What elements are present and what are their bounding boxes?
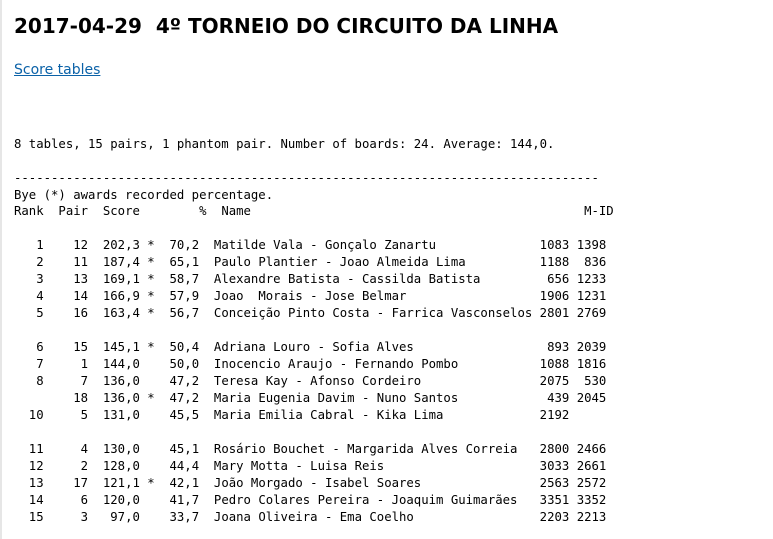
cell-percent: 45,1 (154, 442, 200, 456)
score-tables-link[interactable]: Score tables (14, 62, 101, 78)
cell-name: Rosário Bouchet - Margarida Alves Correia (199, 442, 533, 456)
cell-pair: 14 (43, 289, 89, 303)
cell-name: Alexandre Batista - Cassilda Batista (199, 272, 533, 286)
cell-name: Pedro Colares Pereira - Joaquim Guimarães (199, 493, 533, 507)
table-row (14, 390, 614, 407)
cell-mid2: 2661 (569, 459, 607, 473)
table-row (14, 458, 614, 475)
cell-pair: 6 (43, 493, 89, 507)
cell-percent: 70,2 (154, 238, 200, 252)
table-row (14, 288, 614, 305)
cell-bye: * (139, 289, 155, 303)
cell-rank: 15 (14, 510, 44, 524)
cell-percent: 42,1 (154, 476, 200, 490)
header-pair: Pair (43, 204, 89, 218)
cell-rank: 2 (14, 255, 44, 269)
cell-bye (140, 442, 155, 456)
cell-name: Teresa Kay - Afonso Cordeiro (199, 374, 533, 388)
cell-rank: 6 (14, 340, 44, 354)
cell-rank: 4 (14, 289, 44, 303)
cell-score: 130,0 (88, 442, 140, 456)
cell-mid2: 1816 (569, 357, 607, 371)
cell-pair: 17 (43, 476, 89, 490)
cell-pair: 3 (43, 510, 89, 524)
header-mid: M-ID (539, 204, 614, 218)
cell-rank: 11 (14, 442, 44, 456)
cell-mid1: 2075 (532, 374, 570, 388)
table-row (14, 237, 614, 254)
cell-mid2 (569, 408, 606, 422)
cell-rank: 13 (14, 476, 44, 490)
cell-mid1: 2563 (532, 476, 570, 490)
table-header (14, 203, 614, 220)
cell-score: 128,0 (88, 459, 140, 473)
cell-mid1: 1083 (532, 238, 570, 252)
cell-name: João Morgado - Isabel Soares (199, 476, 533, 490)
cell-mid1: 3033 (532, 459, 570, 473)
cell-score: 97,0 (88, 510, 140, 524)
cell-pair: 2 (43, 459, 89, 473)
cell-name: Conceição Pinto Costa - Farrica Vasconselos (199, 306, 533, 320)
cell-percent: 57,9 (154, 289, 200, 303)
cell-score: 136,0 (88, 391, 140, 405)
cell-percent: 44,4 (154, 459, 200, 473)
cell-pair: 15 (43, 340, 89, 354)
spacer (14, 220, 614, 237)
cell-mid2: 1231 (569, 289, 607, 303)
cell-pair: 18 (43, 391, 89, 405)
cell-bye: * (139, 306, 155, 320)
cell-mid1: 2800 (532, 442, 570, 456)
cell-bye (140, 510, 155, 524)
table-row (14, 305, 614, 322)
cell-percent: 50,4 (154, 340, 200, 354)
cell-pair: 7 (43, 374, 89, 388)
cell-bye: * (139, 272, 155, 286)
cell-name: Matilde Vala - Gonçalo Zanartu (199, 238, 533, 252)
summary-line-2: Bye (*) awards recorded percentage. (14, 188, 274, 202)
cell-score: 169,1 (88, 272, 140, 286)
cell-mid1: 1188 (532, 255, 570, 269)
cell-rank: 5 (14, 306, 44, 320)
header-score: Score (88, 204, 140, 218)
spacer (14, 322, 614, 339)
header-percent: % (139, 204, 207, 218)
page-title: 2017-04-29 4º TORNEIO DO CIRCUITO DA LINHA (14, 14, 559, 38)
cell-rank: 14 (14, 493, 44, 507)
cell-score: 163,4 (88, 306, 140, 320)
separator-line: ------------------------------------------------------------------------------- (14, 171, 599, 185)
cell-pair: 4 (43, 442, 89, 456)
cell-bye: * (139, 255, 155, 269)
cell-pair: 1 (43, 357, 89, 371)
table-row (14, 475, 614, 492)
cell-percent: 33,7 (154, 510, 200, 524)
cell-mid2: 2213 (569, 510, 607, 524)
table-row (14, 492, 614, 509)
cell-percent: 45,5 (154, 408, 200, 422)
cell-name: Paulo Plantier - Joao Almeida Lima (199, 255, 533, 269)
cell-score: 166,9 (88, 289, 140, 303)
cell-bye: * (139, 238, 155, 252)
cell-bye (140, 408, 155, 422)
cell-bye (140, 357, 155, 371)
cell-bye (140, 459, 155, 473)
table-row (14, 356, 614, 373)
cell-name: Joana Oliveira - Ema Coelho (199, 510, 533, 524)
cell-name: Inocencio Araujo - Fernando Pombo (199, 357, 533, 371)
spacer (14, 424, 614, 441)
cell-rank (14, 391, 44, 405)
table-row (14, 509, 614, 526)
cell-percent: 50,0 (154, 357, 200, 371)
cell-mid1: 3351 (532, 493, 570, 507)
cell-bye: * (139, 391, 155, 405)
cell-percent: 56,7 (154, 306, 200, 320)
cell-rank: 1 (14, 238, 44, 252)
cell-score: 144,0 (88, 357, 140, 371)
cell-score: 131,0 (88, 408, 140, 422)
table-row (14, 441, 614, 458)
cell-score: 187,4 (88, 255, 140, 269)
cell-mid2: 2045 (569, 391, 607, 405)
cell-mid2: 1398 (569, 238, 607, 252)
summary-line-1: 8 tables, 15 pairs, 1 phantom pair. Number of boards: 24. Average: 144,0. (14, 137, 555, 151)
cell-bye: * (139, 340, 155, 354)
cell-bye: * (139, 476, 155, 490)
cell-name: Maria Emilia Cabral - Kika Lima (199, 408, 533, 422)
cell-pair: 11 (43, 255, 89, 269)
cell-percent: 47,2 (154, 374, 200, 388)
left-edge-divider (0, 0, 2, 539)
cell-rank: 3 (14, 272, 44, 286)
table-row (14, 339, 614, 356)
header-rank: Rank (14, 204, 44, 218)
cell-mid1: 656 (532, 272, 570, 286)
cell-rank: 10 (14, 408, 44, 422)
cell-pair: 5 (43, 408, 89, 422)
cell-mid1: 893 (532, 340, 570, 354)
cell-score: 120,0 (88, 493, 140, 507)
cell-score: 136,0 (88, 374, 140, 388)
table-row (14, 271, 614, 288)
cell-bye (140, 493, 155, 507)
table-row (14, 254, 614, 271)
cell-name: Maria Eugenia Davim - Nuno Santos (199, 391, 533, 405)
cell-pair: 16 (43, 306, 89, 320)
cell-score: 202,3 (88, 238, 140, 252)
cell-mid1: 439 (532, 391, 570, 405)
cell-percent: 58,7 (154, 272, 200, 286)
results-table (14, 203, 614, 526)
cell-bye (140, 374, 155, 388)
cell-percent: 41,7 (154, 493, 200, 507)
cell-mid1: 2801 (532, 306, 570, 320)
cell-mid1: 1906 (532, 289, 570, 303)
cell-mid2: 3352 (569, 493, 607, 507)
cell-rank: 7 (14, 357, 44, 371)
cell-pair: 13 (43, 272, 89, 286)
cell-percent: 47,2 (154, 391, 200, 405)
cell-name: Adriana Louro - Sofia Alves (199, 340, 533, 354)
cell-rank: 12 (14, 459, 44, 473)
cell-mid2: 2039 (569, 340, 607, 354)
cell-score: 145,1 (88, 340, 140, 354)
cell-mid1: 1088 (532, 357, 570, 371)
cell-mid1: 2203 (532, 510, 570, 524)
table-row (14, 373, 614, 390)
cell-mid2: 836 (569, 255, 607, 269)
cell-score: 121,1 (88, 476, 140, 490)
cell-mid2: 1233 (569, 272, 607, 286)
cell-mid2: 2572 (569, 476, 607, 490)
cell-pair: 12 (43, 238, 89, 252)
cell-name: Joao Morais - Jose Belmar (199, 289, 533, 303)
cell-name: Mary Motta - Luisa Reis (199, 459, 533, 473)
cell-mid2: 530 (569, 374, 607, 388)
cell-rank: 8 (14, 374, 44, 388)
cell-percent: 65,1 (154, 255, 200, 269)
header-name: Name (206, 204, 540, 218)
table-row (14, 407, 614, 424)
cell-mid2: 2466 (569, 442, 607, 456)
cell-mid2: 2769 (569, 306, 607, 320)
cell-mid1: 2192 (532, 408, 570, 422)
